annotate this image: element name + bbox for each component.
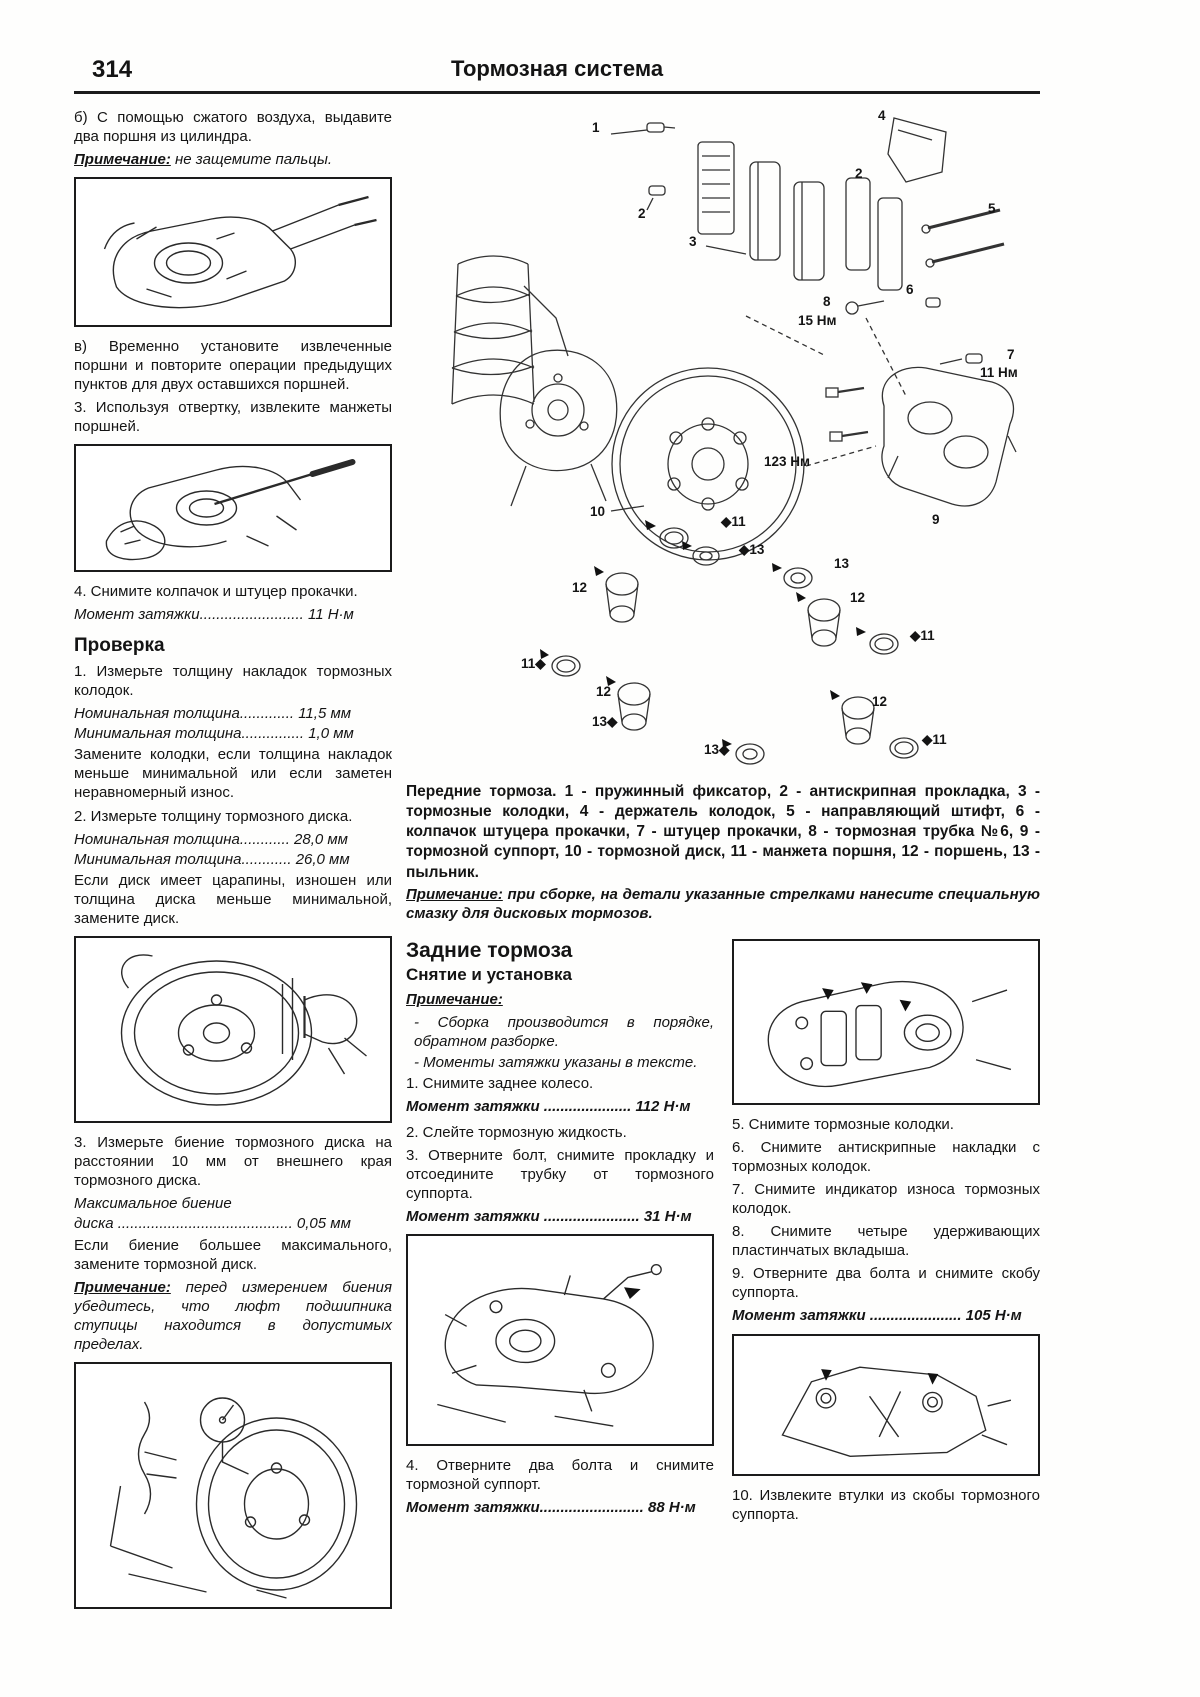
spec-pad-minimal: Минимальная толщина............... 1,0 мм [74,725,354,743]
check-step-1-note: Замените колодки, если толщина накладок меньше минимальной или если заметен неравномерный износ. [74,746,392,802]
spec-disc-minimal: Минимальная толщина............ 26,0 мм [74,850,350,868]
spec-pad-nominal: Номинальная толщина............. 11,5 мм [74,705,352,723]
page-number: 314 [92,56,133,83]
rear-brakes-section [406,931,1040,1528]
illustration-rear-pads [732,939,1040,1105]
figure-callout: ◆13 [739,542,765,557]
spec-runout-line2: диска .......................................... 0,05 мм [74,1215,351,1233]
figure-callout: ◆11 [922,732,947,747]
note-text: перед измерением биения убедитесь, что люфт подшипника ступицы находится в допустимых пределах. [74,1278,392,1353]
rear-note-item: - Сборка производится в порядке, обратном разборке. [414,1013,714,1050]
rear-step-1: 1. Снимите заднее колесо. [406,1074,594,1092]
rear-caliper-drawing [408,1236,712,1444]
figure-callout: 15 Нм [798,313,837,328]
step-4: 4. Снимите колпачок и штуцер прокачки. [74,583,358,601]
rear-torque-4: Момент затяжки......................... 88 Н·м [406,1499,696,1517]
illustration-disc-runout [74,1362,392,1609]
figure-callout: 4 [878,108,886,123]
figure-callout: 2 [638,206,646,221]
illustration-piston-air-removal [74,177,392,327]
rear-subheading: Снятие и установка [406,964,572,984]
note-label: Примечание: [406,990,503,1008]
rear-torque-1: Момент затяжки ..................... 112 Н·м [406,1098,691,1116]
note-text: не защемите пальцы. [170,151,333,169]
right-column [406,106,1040,1619]
left-column [74,106,392,1619]
figure-callout: 9 [932,512,940,527]
figure-callout: 12 [572,580,588,595]
figure-callout: 6 [906,282,914,297]
figure-callout: 3 [689,234,697,249]
torque-step-4: Момент затяжки......................... 11 Н·м [74,606,354,624]
piston-removal-drawing [76,179,390,325]
seal-removal-drawing [76,446,390,570]
check-step-2: 2. Измерьте толщину тормозного диска. [74,807,353,825]
note-text: при сборке, на детали указанные стрелками нанесите специальную смазку для дисковых тормозов. [406,885,1040,922]
rear-step-5: 5. Снимите тормозные колодки. [732,1115,954,1133]
check-step-1: 1. Измерьте толщину накладок тормозных колодок. [74,662,392,699]
figure-callout: 2 [855,166,863,181]
illustration-rear-caliper-bolt [406,1234,714,1446]
note-label: Примечание: [406,885,503,903]
rear-brakes-left-subcolumn [406,931,714,1528]
rear-step-9: 9. Отверните два болта и снимите скобу суппорта. [732,1265,1040,1302]
spec-runout-line1: Максимальное биение [74,1195,232,1213]
check-step-3: 3. Измерьте биение тормозного диска на расстоянии 10 мм от внешнего края тормозного диска. [74,1134,392,1190]
figure-callout: 5 [988,201,996,216]
note-label: Примечание: [74,151,171,169]
figure-callout: 13 [834,556,850,571]
rear-step-10: 10. Извлеките втулки из скобы тормозного суппорта. [732,1486,1040,1523]
illustration-caliper-bracket [732,1334,1040,1476]
figure-callout: 123 Нм [764,454,811,469]
rear-note [406,990,714,1009]
figure-callout: 11◆ [521,656,546,671]
figure-caption: Передние тормоза. 1 - пружинный фиксатор, 2 - антискрипная прокладка, 3 - тормозные колодки, 4 - держатель колодок, 5 - направляющий штифт, 6 - колпачок штуцера прокачки, 7 - штуцер прокачки, 8 - тормозная трубка №6, 9 - тормозной суппорт, 10 - тормозной диск, 11 - манжета поршня, 12 - поршень, 13 - пыльник. [406,783,1040,881]
check-step-3-note: Если биение большее максимального, замените тормозной диск. [74,1236,392,1273]
rear-step-3: 3. Отверните болт, снимите прокладку и отсоедините трубку от тормозного суппорта. [406,1146,714,1202]
check-heading: Проверка [74,634,165,656]
content-columns [74,106,1040,1619]
caliper-bracket-drawing [734,1336,1038,1474]
figure-callout: 13◆ [592,714,618,729]
rear-brakes-right-subcolumn [732,931,1040,1528]
rear-torque-3: Момент затяжки ....................... 31 Н·м [406,1207,692,1225]
figure-callout: 12 [596,684,612,699]
figure-callout: ◆11 [910,628,935,643]
figure-callout: 1 [592,120,600,135]
page-title: Тормозная система [450,56,664,81]
illustration-seal-removal [74,444,392,572]
figure-callout: 11 Нм [980,365,1018,380]
figure-callout: 10 [590,504,606,519]
figure-callout: 8 [823,294,831,309]
note-bearing [74,1278,392,1354]
rear-note-item: - Моменты затяжки указаны в тексте. [414,1053,698,1071]
check-step-2-note: Если диск имеет царапины, изношен или толщина диска меньше минимальной, замените диск. [74,871,392,928]
rear-step-4: 4. Отверните два болта и снимите тормозной суппорт. [406,1457,714,1494]
rear-step-7: 7. Снимите индикатор износа тормозных колодок. [732,1180,1040,1217]
front-brakes-exploded-drawing [406,106,1041,778]
instruction-v: в) Временно установите извлеченные поршни и повторите операции предыдущих пунктов для двух оставшихся поршней. [74,338,392,394]
figure-callout: 13◆ [704,742,730,757]
note-pinch [74,150,392,169]
grease-arrows [540,520,866,748]
page-header [74,56,1040,94]
disc-runout-drawing [76,1364,390,1607]
instruction-b: б) С помощью сжатого воздуха, выдавите два поршня из цилиндра. [74,109,392,146]
figure-callout: 12 [872,694,888,709]
disc-thickness-drawing [76,938,390,1121]
rear-heading: Задние тормоза [406,938,573,962]
rear-pads-drawing [734,941,1038,1103]
front-brakes-diagram [406,106,1041,778]
step-3: 3. Используя отвертку, извлеките манжеты поршней. [74,399,392,436]
figure-note [406,885,1040,923]
rear-step-6: 6. Снимите антискрипные накладки с тормозных колодок. [732,1138,1040,1175]
note-label: Примечание: [74,1278,171,1296]
illustration-disc-thickness [74,936,392,1123]
rear-torque-9: Момент затяжки ...................... 105 Н·м [732,1307,1022,1325]
figure-callout: 12 [850,590,866,605]
figure-callout: ◆11 [721,514,746,529]
figure-callout: 7 [1007,347,1015,362]
rear-step-8: 8. Снимите четыре удерживающих пластинчатых вкладыша. [732,1223,1040,1260]
spec-disc-nominal: Номинальная толщина............ 28,0 мм [74,830,348,848]
rear-step-2: 2. Слейте тормозную жидкость. [406,1123,627,1141]
